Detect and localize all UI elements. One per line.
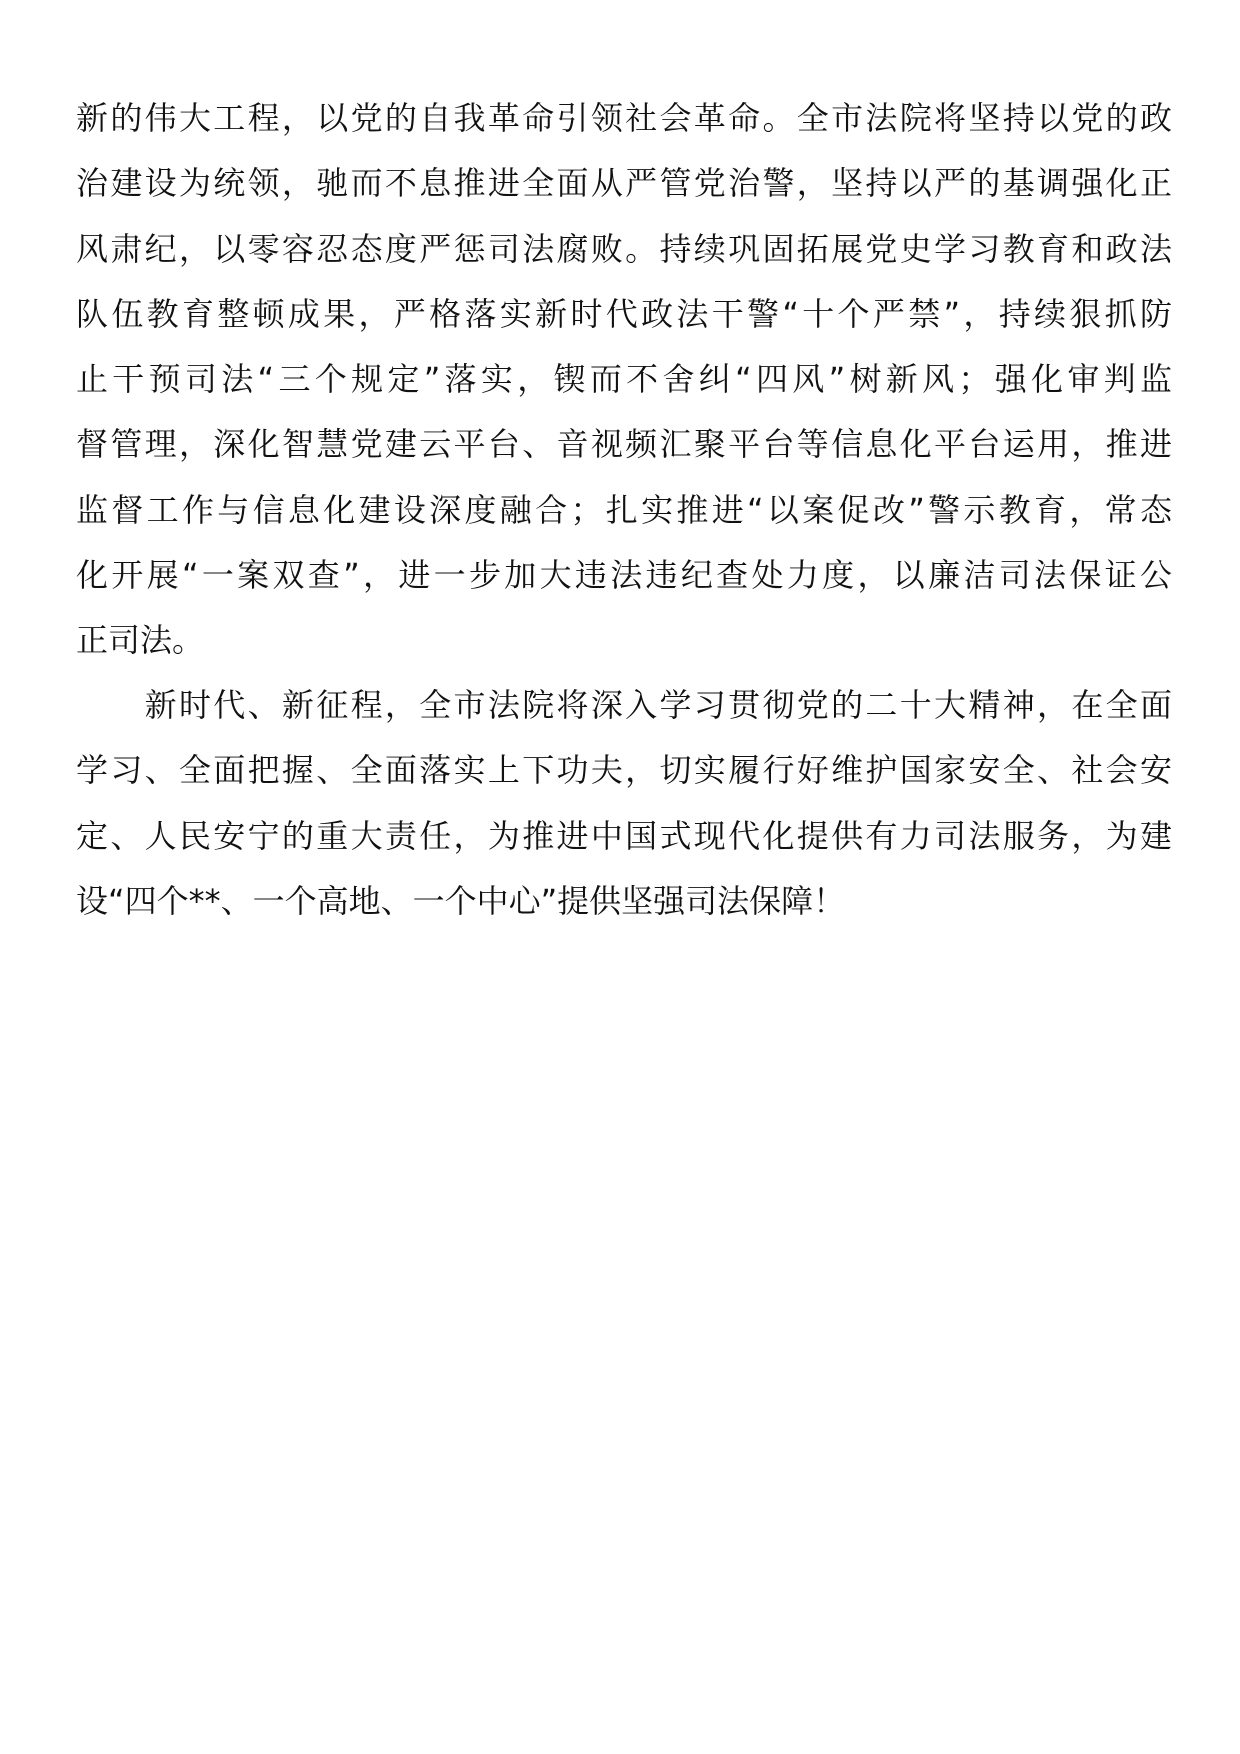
text-line: 止干预司法“三个规定”落实，锲而不舍纠“四风”树新风；强化审判监 (76, 360, 1172, 399)
text-line: 督管理，深化智慧党建云平台、音视频汇聚平台等信息化平台运用，推进 (76, 425, 1172, 464)
text-line: 定、人民安宁的重大责任，为推进中国式现代化提供有力司法服务，为建 (76, 816, 1172, 855)
text-line: 学习、全面把握、全面落实上下功夫，切实履行好维护国家安全、社会安 (76, 751, 1172, 790)
text-line: 治建设为统领，驰而不息推进全面从严管党治警，坚持以严的基调强化正 (76, 164, 1172, 203)
text-line: 监督工作与信息化建设深度融合；扎实推进“以案促改”警示教育，常态 (76, 490, 1172, 529)
text-line: 风肃纪，以零容忍态度严惩司法腐败。持续巩固拓展党史学习教育和政法 (76, 229, 1172, 268)
text-line: 新时代、新征程，全市法院将深入学习贯彻党的二十大精神，在全面 (76, 686, 1172, 724)
text-line: 新的伟大工程，以党的自我革命引领社会革命。全市法院将坚持以党的政 (76, 99, 1172, 137)
text-line: 化开展“一案双查”，进一步加大违法违纪查处力度，以廉洁司法保证公 (76, 556, 1172, 595)
paragraph-2 (76, 673, 1172, 934)
text-line: 队伍教育整顿成果，严格落实新时代政法干警“十个严禁”，持续狠抓防 (76, 294, 1172, 333)
text-line: 设“四个**、一个高地、一个中心”提供坚强司法保障！ (76, 881, 846, 920)
text-line: 正司法。 (76, 621, 205, 660)
paragraph-1 (76, 86, 1172, 674)
